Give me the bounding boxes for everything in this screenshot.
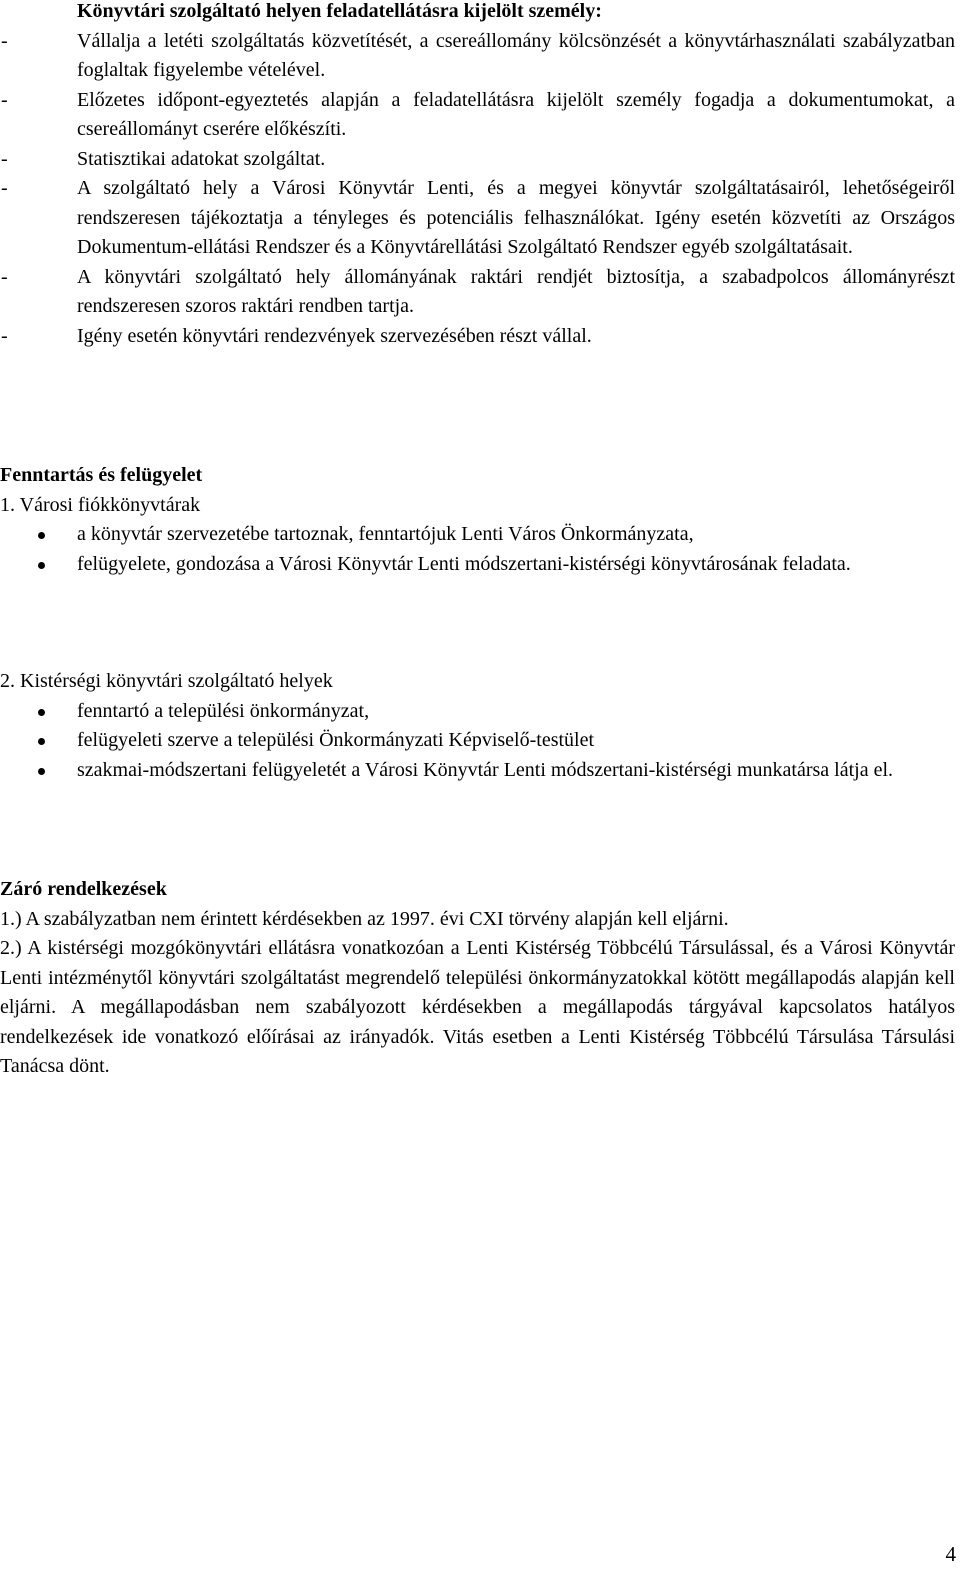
list-item — [0, 145, 955, 175]
final-paragraph-2: 2.) A kistérségi mozgókönyvtári ellátásra vonatkozóan a Lenti Kistérség Többcélú Társulással, és a Városi Könyvtár Lenti intézménytől könyvtári szolgáltatást megrendelő települési önkormányzatokkal kötött megállapodás alapján kell eljárni. A megállapodásban nem szabályozott kérdésekben a megállapodás tárgyával kapcsolatos hatályos rendelkezések ide vonatkozó előírásai az irányadók. Vitás esetben a Lenti Kistérség Többcélú Társulása Társulási Tanácsa dönt. — [0, 937, 955, 1077]
list-item-text: fenntartó a települési önkormányzat, — [77, 699, 370, 722]
list-item — [0, 27, 955, 86]
dash-marker: - — [1, 177, 8, 199]
list-item — [0, 322, 955, 352]
list-item-text: felügyelete, gondozása a Városi Könyvtár Lenti módszertani-kistérségi könyvtárosának feladata. — [77, 552, 851, 575]
bullet-marker — [0, 697, 77, 727]
page-number: 4 — [945, 1542, 956, 1566]
maintenance-sub2 — [0, 667, 955, 785]
list-item — [0, 550, 955, 580]
list-item — [0, 263, 955, 322]
final-provisions-section — [0, 875, 955, 1082]
list-item — [0, 86, 955, 145]
list-item-text: Statisztikai adatokat szolgáltat. — [77, 147, 326, 170]
list-item-text: Igény esetén könyvtári rendezvények szervezésében részt vállal. — [77, 324, 592, 347]
list-item — [0, 726, 955, 756]
final-provisions-heading: Záró rendelkezések — [0, 878, 167, 900]
list-item — [0, 756, 955, 786]
dash-marker: - — [1, 147, 8, 170]
list-item-text: a könyvtár szervezetébe tartoznak, fenntartójuk Lenti Város Önkormányzata, — [77, 523, 694, 545]
list-item-text: A könyvtári szolgáltató hely állományának raktári rendjét biztosítja, a szabadpolcos állományrészt rendszeresen szoros raktári rendben tartja. — [77, 265, 955, 317]
dash-marker: - — [1, 265, 8, 288]
dash-marker: - — [1, 88, 8, 111]
list-item — [0, 520, 955, 550]
list-item — [0, 174, 955, 263]
provider-duties-heading: Könyvtári szolgáltató helyen feladatellátásra kijelölt személy: — [77, 0, 602, 22]
list-item-text: A szolgáltató hely a Városi Könyvtár Lenti, és a megyei könyvtár szolgáltatásairól, lehetőségeiről rendszeresen tájékoztatja a tényleges és potenciális felhasználókat. Igény esetén közvetíti az Országos Dokumentum-ellátási Rendszer és a Könyvtárellátási Szolgáltató Rendszer egyéb szolgáltatásait. — [77, 177, 955, 258]
maintenance-section — [0, 461, 955, 579]
list-item-text: Vállalja a letéti szolgáltatás közvetítését, a csereállomány kölcsönzését a könyvtárhasználati szabályzatban foglaltak figyelembe vételével. — [77, 29, 955, 81]
sub2-title: 2. Kistérségi könyvtári szolgáltató helyek — [0, 670, 333, 692]
list-item-text: szakmai-módszertani felügyeletét a Városi Könyvtár Lenti módszertani-kistérségi munkatársa látja el. — [77, 758, 894, 781]
list-item — [0, 697, 955, 727]
bullet-marker — [0, 520, 77, 550]
final-paragraph-1: 1.) A szabályzatban nem érintett kérdésekben az 1997. évi CXI törvény alapján kell eljárni. — [0, 907, 729, 930]
dash-marker: - — [1, 324, 8, 347]
list-item-text: Előzetes időpont-egyeztetés alapján a feladatellátásra kijelölt személy fogadja a dokumentumokat, a csereállományt cserére előkészíti. — [77, 88, 955, 140]
bullet-marker — [0, 726, 77, 756]
bullet-marker — [0, 550, 77, 580]
bullet-marker — [0, 756, 77, 786]
dash-marker: - — [1, 29, 8, 52]
provider-duties-section — [0, 0, 955, 351]
maintenance-heading: Fenntartás és felügyelet — [0, 464, 203, 486]
sub1-title: 1. Városi fiókkönyvtárak — [0, 493, 201, 516]
list-item-text: felügyeleti szerve a települési Önkormányzati Képviselő-testület — [77, 729, 595, 751]
